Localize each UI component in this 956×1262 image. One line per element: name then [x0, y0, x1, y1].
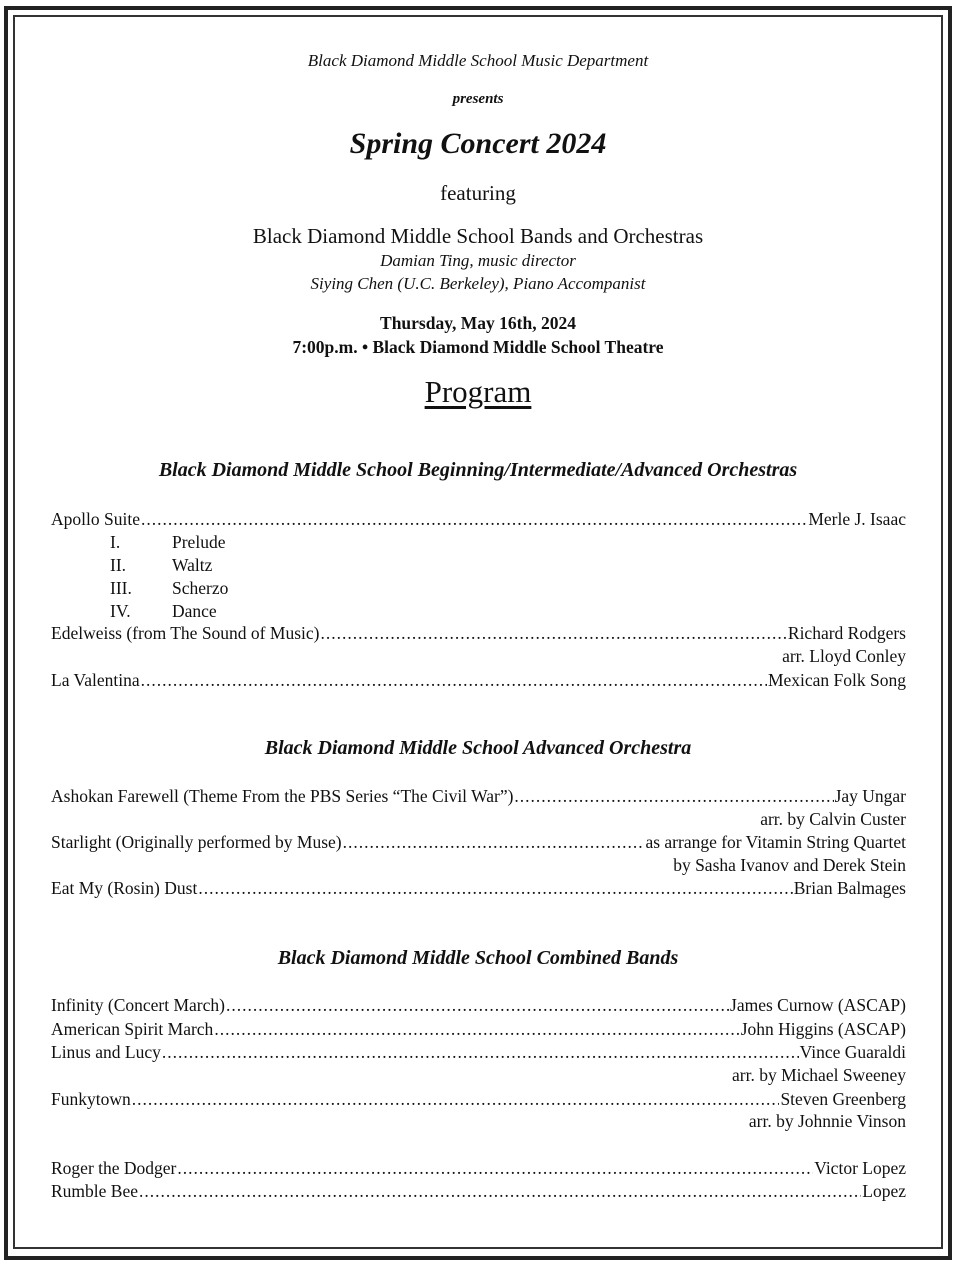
piece-arranger: arr. by Calvin Custer [760, 809, 906, 829]
section-heading: Black Diamond Middle School Advanced Orchestra [264, 737, 692, 759]
dot-leader [141, 670, 767, 691]
piece-composer: James Curnow (ASCAP) [730, 995, 906, 1015]
program-entry [51, 878, 906, 900]
piece-title: Funkytown [51, 1089, 131, 1109]
piece-title: Infinity (Concert March) [51, 995, 225, 1015]
program-entry [51, 832, 906, 854]
dot-leader [139, 1181, 861, 1202]
piece-composer: Merle J. Isaac [808, 509, 906, 529]
dot-leader [320, 623, 786, 644]
movement-name: Prelude [172, 532, 226, 552]
program-entry [51, 1042, 906, 1064]
piece-title: Linus and Lucy [51, 1042, 161, 1062]
piece-composer: Richard Rodgers [787, 623, 906, 643]
dot-leader [226, 995, 729, 1016]
movement-number: I. [110, 532, 121, 552]
program-entry [51, 1019, 906, 1041]
piece-arranger: by Sasha Ivanov and Derek Stein [673, 855, 906, 875]
piece-composer: Jay Ungar [834, 786, 906, 806]
piece-title: Roger the Dodger [51, 1158, 177, 1178]
piece-composer: Victor Lopez [814, 1158, 906, 1178]
section-heading: Black Diamond Middle School Beginning/Intermediate/Advanced Orchestras [158, 459, 798, 481]
piece-arranger: arr. by Michael Sweeney [732, 1065, 906, 1085]
department-line: Black Diamond Middle School Music Department [307, 51, 649, 70]
dot-leader [214, 1019, 739, 1040]
piece-composer: Mexican Folk Song [767, 670, 906, 690]
movement-name: Waltz [172, 555, 213, 575]
dot-leader [514, 786, 833, 807]
accompanist-line: Siying Chen (U.C. Berkeley), Piano Accompanist [310, 274, 646, 293]
section-heading: Black Diamond Middle School Combined Bands [277, 947, 679, 969]
piece-title: Starlight (Originally performed by Muse) [51, 832, 342, 852]
piece-title: Apollo Suite [51, 509, 140, 529]
piece-title: Eat My (Rosin) Dust [51, 878, 198, 898]
program-entry [51, 1158, 906, 1180]
program-entry [51, 623, 906, 645]
dot-leader [162, 1042, 799, 1063]
featuring-line: featuring [440, 181, 516, 205]
dot-leader [177, 1158, 813, 1179]
piece-title: Ashokan Farewell (Theme From the PBS Series “The Civil War”) [51, 786, 514, 806]
time-venue-line: 7:00p.m. • Black Diamond Middle School Theatre [292, 337, 664, 357]
program-entry [51, 1089, 906, 1111]
piece-composer: Lopez [862, 1181, 906, 1201]
movement-number: III. [110, 578, 132, 598]
dot-leader [132, 1089, 780, 1110]
dot-leader [343, 832, 645, 853]
program-entry [51, 1181, 906, 1203]
ensembles-line: Black Diamond Middle School Bands and Orchestras [252, 224, 704, 248]
movement-number: II. [110, 555, 127, 575]
director-line: Damian Ting, music director [380, 251, 576, 270]
piece-arranger: arr. by Johnnie Vinson [748, 1111, 906, 1131]
piece-composer: Steven Greenberg [780, 1089, 906, 1109]
piece-composer: John Higgins (ASCAP) [740, 1019, 906, 1039]
movement-name: Scherzo [172, 578, 229, 598]
dot-leader [141, 509, 807, 530]
concert-title: Spring Concert 2024 [349, 127, 607, 160]
presents-line: presents [452, 91, 504, 107]
piece-title: Edelweiss (from The Sound of Music) [51, 623, 320, 643]
movement-name: Dance [172, 601, 217, 621]
program-heading: Program [424, 374, 532, 409]
movement-number: IV. [110, 601, 131, 621]
date-line: Thursday, May 16th, 2024 [380, 313, 576, 333]
dot-leader [198, 878, 792, 899]
program-entry [51, 786, 906, 808]
piece-title: American Spirit March [51, 1019, 214, 1039]
piece-composer: Vince Guaraldi [799, 1042, 906, 1062]
piece-composer: as arrange for Vitamin String Quartet [645, 832, 906, 852]
program-entry [51, 509, 906, 531]
piece-title: Rumble Bee [51, 1181, 138, 1201]
program-entry [51, 670, 906, 692]
piece-arranger: arr. Lloyd Conley [782, 646, 906, 666]
program-entry [51, 995, 906, 1017]
piece-composer: Brian Balmages [793, 878, 906, 898]
piece-title: La Valentina [51, 670, 140, 690]
